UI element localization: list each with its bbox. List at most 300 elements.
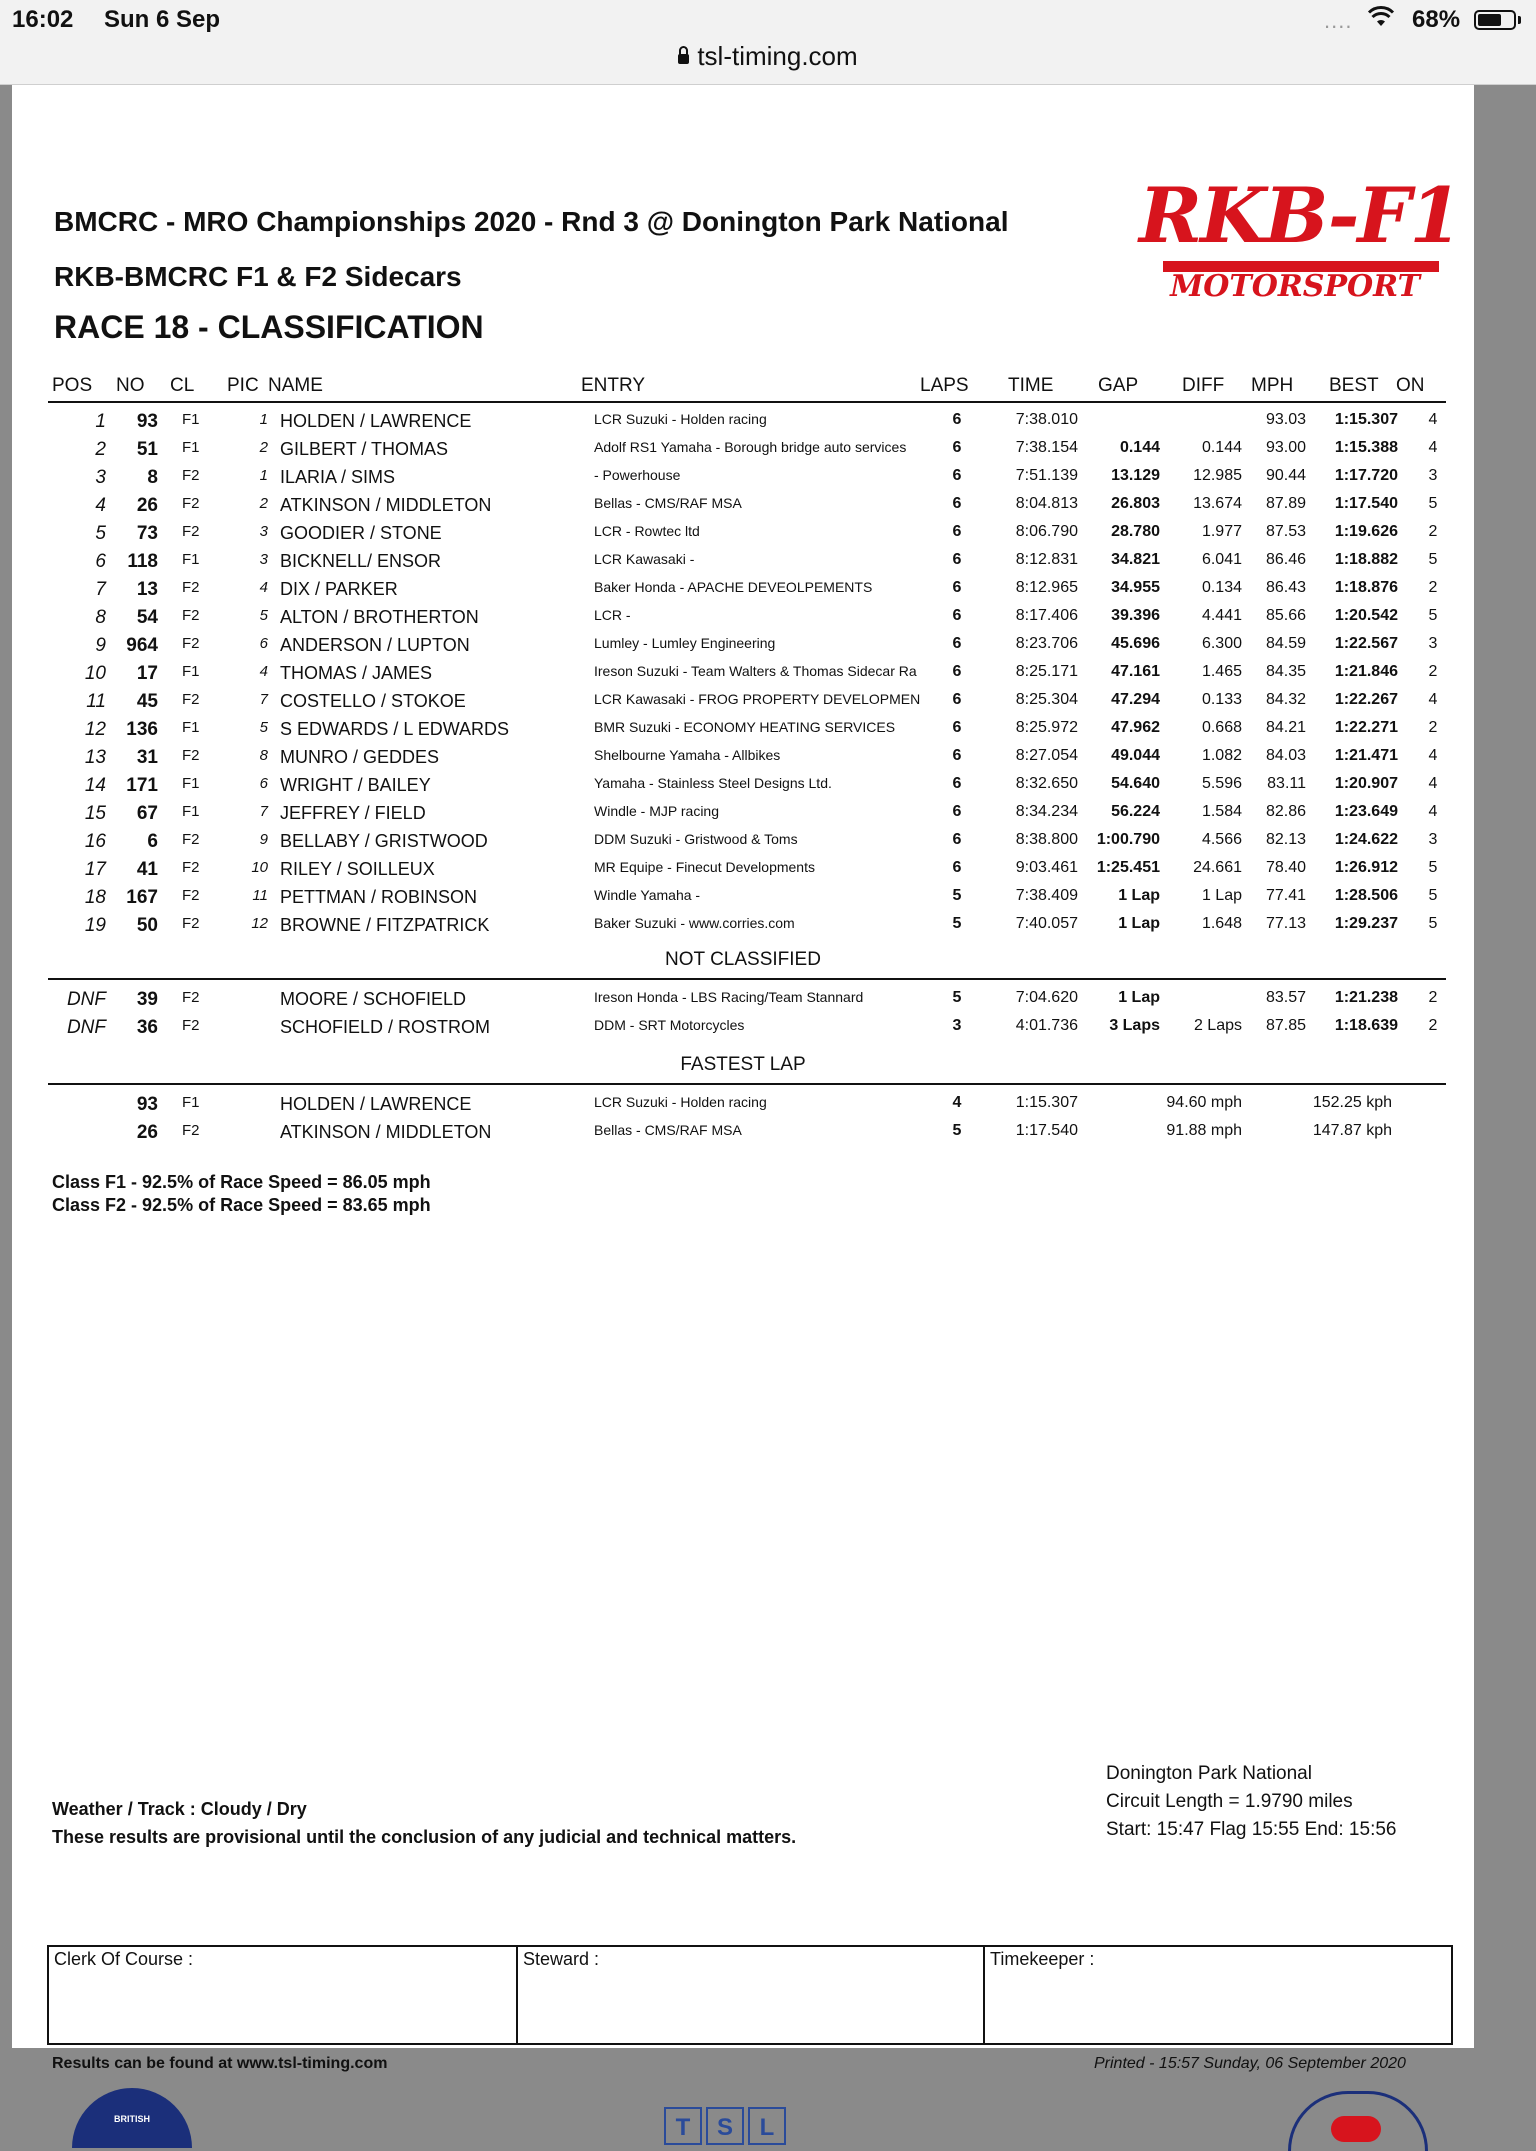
cell-entry: LCR Suzuki - Holden racing	[594, 411, 767, 427]
cell-pos: DNF	[66, 1017, 106, 1038]
cell-laps: 5	[952, 989, 962, 1006]
cell-time: 1:15.307	[1015, 1094, 1078, 1111]
cell-no: 73	[136, 523, 158, 544]
status-bar	[0, 0, 1536, 40]
cell-laps: 6	[952, 663, 962, 680]
cell-no: 26	[136, 1122, 158, 1143]
cell-mph: 83.57	[1265, 989, 1306, 1006]
cell-laps: 6	[952, 747, 962, 764]
cell-pic: 10	[251, 859, 268, 876]
cell-pos: 18	[84, 887, 106, 908]
cell-cl: F2	[182, 495, 200, 512]
cell-on: 3	[1428, 831, 1438, 848]
cell-name: BICKNELL/ ENSOR	[280, 551, 442, 571]
cell-pic: 7	[259, 691, 268, 708]
cell-name: RILEY / SOILLEUX	[280, 859, 435, 879]
cell-cl: F2	[182, 635, 200, 652]
cell-entry: Lumley - Lumley Engineering	[594, 635, 776, 651]
cell-cl: F2	[182, 691, 200, 708]
cell-gap: 34.821	[1111, 551, 1160, 568]
cell-no: 136	[126, 719, 158, 740]
cell-name: SCHOFIELD / ROSTROM	[280, 1017, 491, 1037]
col-cl: CL	[170, 375, 195, 396]
cell-name: ALTON / BROTHERTON	[280, 607, 479, 627]
tsl-letter-t: T	[664, 2107, 702, 2145]
cell-laps: 6	[952, 607, 962, 624]
cell-entry: Bellas - CMS/RAF MSA	[594, 495, 742, 511]
cell-mph: 84.35	[1265, 663, 1306, 680]
cell-cl: F2	[182, 467, 200, 484]
cell-time: 8:32.650	[1015, 775, 1078, 792]
cell-entry: Baker Honda - APACHE DEVEOLPEMENTS	[594, 579, 873, 595]
cell-no: 41	[136, 859, 158, 880]
cell-name: DIX / PARKER	[280, 579, 398, 599]
cell-cl: F2	[182, 859, 200, 876]
cell-pos: 8	[95, 607, 106, 628]
cell-on: 2	[1428, 1017, 1438, 1034]
logo-sub-text: MOTORSPORT	[1170, 269, 1420, 304]
cell-laps: 6	[952, 523, 962, 540]
cell-diff: 1 Lap	[1201, 887, 1242, 904]
cell-gap: 1:25.451	[1096, 859, 1160, 876]
cell-diff: 4.441	[1201, 607, 1242, 624]
cell-mph: 93.03	[1265, 411, 1306, 428]
cell-no: 93	[136, 411, 158, 432]
cell-entry: Ireson Honda - LBS Racing/Team Stannard	[594, 989, 864, 1005]
cell-no: 51	[136, 439, 158, 460]
cell-no: 6	[147, 831, 158, 852]
cell-diff: 0.134	[1201, 579, 1242, 596]
cell-name: S EDWARDS / L EDWARDS	[280, 719, 510, 739]
cell-laps: 6	[952, 635, 962, 652]
cell-time: 7:38.409	[1015, 887, 1078, 904]
cell-mph: 84.32	[1265, 691, 1306, 708]
cell-lap: 4	[952, 1094, 962, 1111]
cell-no: 45	[136, 691, 158, 712]
col-on: ON	[1396, 375, 1425, 396]
cell-no: 8	[147, 467, 158, 488]
status-time: 16:02	[12, 6, 74, 33]
british-federation-emblem	[72, 2088, 192, 2148]
fastest-lap-rule	[48, 1083, 1446, 1085]
cell-best: 1:21.238	[1334, 989, 1398, 1006]
col-pos: POS	[52, 375, 93, 396]
cell-on: 4	[1428, 411, 1438, 428]
cell-laps: 6	[952, 495, 962, 512]
cell-best: 1:24.622	[1334, 831, 1398, 848]
status-date: Sun 6 Sep	[104, 6, 221, 33]
cell-on: 3	[1428, 467, 1438, 484]
provisional-notice: These results are provisional until the conclusion of any judicial and technical matters.	[52, 1827, 797, 1847]
cell-diff: 6.300	[1201, 635, 1242, 652]
cell-pos: 15	[84, 803, 106, 824]
cell-diff: 2 Laps	[1193, 1017, 1242, 1034]
cell-name: COSTELLO / STOKOE	[280, 691, 466, 711]
cell-pos: 19	[84, 915, 106, 936]
cell-pic: 3	[259, 523, 268, 540]
cell-pos: 11	[86, 691, 106, 712]
cell-laps: 6	[952, 831, 962, 848]
signature-timekeeper: Timekeeper :	[983, 1947, 1451, 2043]
cell-no: 54	[136, 607, 158, 628]
cell-pos: DNF	[66, 989, 106, 1010]
cell-mph: 94.60 mph	[1166, 1094, 1242, 1111]
cell-best: 1:18.882	[1334, 551, 1398, 568]
cell-name: WRIGHT / BAILEY	[280, 775, 431, 795]
cell-cl: F1	[182, 719, 200, 736]
cell-on: 5	[1428, 495, 1438, 512]
cell-pic: 3	[259, 551, 268, 568]
browser-address-bar[interactable]	[0, 40, 1536, 85]
cell-cl: F2	[182, 607, 200, 624]
cell-cl: F1	[182, 803, 200, 820]
cell-diff: 0.133	[1201, 691, 1242, 708]
col-mph: MPH	[1251, 375, 1294, 396]
cell-entry: LCR Kawasaki -	[594, 551, 695, 567]
cell-on: 4	[1428, 439, 1438, 456]
not-classified-rule	[48, 978, 1446, 980]
cell-diff: 4.566	[1201, 831, 1242, 848]
cell-pic: 8	[259, 747, 268, 764]
header-rule	[48, 401, 1446, 403]
cell-time: 8:12.965	[1015, 579, 1078, 596]
cell-laps: 6	[952, 579, 962, 596]
class-note-f2: Class F2 - 92.5% of Race Speed = 83.65 mph	[52, 1195, 431, 1215]
cell-entry: LCR - Rowtec ltd	[594, 523, 700, 539]
cell-cl: F2	[182, 989, 200, 1006]
col-diff: DIFF	[1182, 375, 1225, 396]
cell-pos: 3	[95, 467, 106, 488]
cell-pos: 9	[95, 635, 106, 656]
cell-on: 5	[1428, 607, 1438, 624]
cell-time: 7:04.620	[1015, 989, 1078, 1006]
cell-name: ATKINSON / MIDDLETON	[280, 495, 492, 515]
signature-box	[47, 1945, 1453, 2045]
cell-laps: 6	[952, 775, 962, 792]
cell-name: HOLDEN / LAWRENCE	[280, 411, 472, 431]
event-title: BMCRC - MRO Championships 2020 - Rnd 3 @ Donington Park National	[54, 206, 1009, 237]
cell-diff: 5.596	[1201, 775, 1242, 792]
cell-diff: 24.661	[1193, 859, 1242, 876]
cell-mph: 90.44	[1265, 467, 1306, 484]
cell-mph: 84.59	[1265, 635, 1306, 652]
cell-best: 1:19.626	[1334, 523, 1398, 540]
cell-gap: 47.294	[1111, 691, 1160, 708]
cell-time: 8:27.054	[1015, 747, 1078, 764]
cell-best: 1:18.876	[1334, 579, 1398, 596]
tsl-logo	[664, 2107, 790, 2145]
organiser-emblem	[1288, 2091, 1428, 2151]
cell-diff: 1.977	[1201, 523, 1242, 540]
lock-icon	[678, 54, 689, 64]
cell-gap: 49.044	[1111, 747, 1160, 764]
circuit-name: Donington Park National	[1106, 1763, 1312, 1784]
cell-pic: 11	[252, 887, 268, 904]
cell-time: 8:04.813	[1015, 495, 1078, 512]
cell-best: 1:22.267	[1334, 691, 1398, 708]
wifi-icon	[1368, 6, 1394, 34]
cell-name: MOORE / SCHOFIELD	[280, 989, 467, 1009]
cell-entry: Windle Yamaha -	[594, 887, 701, 903]
cell-no: 39	[136, 989, 158, 1010]
cell-mph: 84.21	[1265, 719, 1306, 736]
cell-mph: 93.00	[1265, 439, 1306, 456]
cell-name: ILARIA / SIMS	[280, 467, 396, 487]
cell-pos: 16	[84, 831, 106, 852]
cell-mph: 87.89	[1265, 495, 1306, 512]
cell-entry: Baker Suzuki - www.corries.com	[594, 915, 795, 931]
cell-best: 1:21.471	[1334, 747, 1398, 764]
race-times: Start: 15:47 Flag 15:55 End: 15:56	[1106, 1819, 1397, 1840]
cell-name: BROWNE / FITZPATRICK	[280, 915, 490, 935]
cell-on: 2	[1428, 719, 1438, 736]
cell-pic: 2	[259, 439, 268, 456]
cell-no: 13	[136, 579, 158, 600]
url-text: tsl-timing.com	[697, 41, 858, 71]
signature-steward: Steward :	[516, 1947, 983, 2043]
cell-diff: 6.041	[1201, 551, 1242, 568]
cell-no: 167	[126, 887, 158, 908]
circuit-length: Circuit Length = 1.9790 miles	[1106, 1791, 1353, 1812]
cell-on: 4	[1428, 691, 1438, 708]
cell-cl: F2	[182, 523, 200, 540]
tsl-letter-s: S	[706, 2107, 744, 2145]
class-title: RKB-BMCRC F1 & F2 Sidecars	[54, 261, 462, 292]
cell-mph: 84.03	[1265, 747, 1306, 764]
cell-no: 31	[136, 747, 158, 768]
cell-gap: 1:00.790	[1096, 831, 1160, 848]
cell-entry: Bellas - CMS/RAF MSA	[594, 1122, 742, 1138]
cell-laps: 6	[952, 467, 962, 484]
tsl-letter-l: L	[748, 2107, 786, 2145]
cell-time: 8:34.234	[1015, 803, 1078, 820]
cell-mph: 82.13	[1265, 831, 1306, 848]
cell-pos: 6	[95, 551, 106, 572]
logo-main-text: RKB-F1	[1139, 171, 1461, 260]
cell-no: 36	[136, 1017, 158, 1038]
cell-no: 93	[136, 1094, 158, 1115]
cell-mph: 77.13	[1265, 915, 1306, 932]
cell-on: 5	[1428, 859, 1438, 876]
cell-entry: LCR Suzuki - Holden racing	[594, 1094, 767, 1110]
col-gap: GAP	[1098, 375, 1139, 396]
not-classified-heading: NOT CLASSIFIED	[665, 949, 821, 970]
cell-mph: 91.88 mph	[1166, 1122, 1242, 1139]
cell-pic: 7	[259, 803, 268, 820]
cell-pic: 2	[259, 495, 268, 512]
cell-time: 7:40.057	[1015, 915, 1078, 932]
cell-time: 4:01.736	[1015, 1017, 1078, 1034]
cell-pic: 1	[259, 411, 268, 428]
cell-entry: Ireson Suzuki - Team Walters & Thomas Sidecar Ra	[594, 663, 917, 679]
cell-pos: 4	[95, 495, 106, 516]
emblem-text: BRITISH	[114, 2114, 150, 2124]
cell-best: 1:29.237	[1334, 915, 1398, 932]
cell-on: 5	[1428, 915, 1438, 932]
weather-track: Weather / Track : Cloudy / Dry	[52, 1799, 307, 1819]
battery-tip	[1518, 16, 1521, 24]
results-link[interactable]: Results can be found at www.tsl-timing.com	[52, 2055, 388, 2072]
cell-on: 4	[1428, 803, 1438, 820]
cell-cl: F1	[182, 411, 200, 428]
cell-mph: 83.11	[1267, 775, 1306, 792]
cell-time: 7:38.154	[1015, 439, 1078, 456]
cell-cl: F1	[182, 775, 200, 792]
cell-diff: 12.985	[1193, 467, 1242, 484]
cell-cl: F2	[182, 831, 200, 848]
cell-pos: 13	[84, 747, 106, 768]
cell-laps: 6	[952, 719, 962, 736]
cell-name: HOLDEN / LAWRENCE	[280, 1094, 472, 1114]
cell-mph: 87.85	[1265, 1017, 1306, 1034]
col-pic: PIC	[227, 375, 259, 396]
cell-mph: 86.43	[1265, 579, 1306, 596]
cell-no: 17	[136, 663, 158, 684]
cell-diff: 0.144	[1201, 439, 1242, 456]
cell-gap: 34.955	[1111, 579, 1160, 596]
cell-pos: 14	[84, 775, 106, 796]
cell-entry: LCR -	[594, 607, 631, 623]
cell-no: 118	[127, 551, 158, 572]
cell-gap: 54.640	[1111, 775, 1160, 792]
emblem-graphic	[1331, 2116, 1381, 2142]
cell-gap: 28.780	[1111, 523, 1160, 540]
cell-time: 9:03.461	[1015, 859, 1078, 876]
cell-mph: 87.53	[1265, 523, 1306, 540]
cell-gap: 39.396	[1111, 607, 1160, 624]
cell-laps: 6	[952, 859, 962, 876]
cell-on: 4	[1428, 775, 1438, 792]
cell-cl: F2	[182, 579, 200, 596]
col-no: NO	[116, 375, 145, 396]
cell-no: 964	[126, 635, 158, 656]
cell-time: 8:25.972	[1015, 719, 1078, 736]
cell-entry: Windle - MJP racing	[594, 803, 720, 819]
cell-name: GILBERT / THOMAS	[280, 439, 449, 459]
cell-laps: 6	[952, 439, 962, 456]
battery-icon	[1474, 10, 1516, 30]
cell-best: 1:18.639	[1334, 1017, 1398, 1034]
cell-gap: 3 Laps	[1109, 1017, 1160, 1034]
cell-gap: 45.696	[1111, 635, 1160, 652]
cell-laps: 5	[952, 887, 962, 904]
cell-on: 4	[1428, 747, 1438, 764]
class-note-f1: Class F1 - 92.5% of Race Speed = 86.05 mph	[52, 1172, 431, 1192]
cell-gap: 13.129	[1111, 467, 1160, 484]
cell-time: 8:23.706	[1015, 635, 1078, 652]
cell-cl: F2	[182, 915, 200, 932]
cell-pic: 4	[259, 663, 268, 680]
cell-gap: 26.803	[1111, 495, 1160, 512]
cell-on: 5	[1428, 887, 1438, 904]
cell-best: 1:17.720	[1334, 467, 1398, 484]
cell-cl: F2	[182, 1017, 200, 1034]
cell-mph: 82.86	[1265, 803, 1306, 820]
cellular-signal-icon: ....	[1324, 8, 1353, 33]
col-name: NAME	[268, 375, 323, 396]
cell-on: 5	[1428, 551, 1438, 568]
cell-pos: 2	[95, 439, 106, 460]
cell-pos: 1	[95, 411, 106, 432]
cell-best: 1:23.649	[1334, 803, 1398, 820]
cell-gap: 47.962	[1111, 719, 1160, 736]
cell-entry: MR Equipe - Finecut Developments	[594, 859, 815, 875]
cell-on: 2	[1428, 989, 1438, 1006]
cell-entry: Adolf RS1 Yamaha - Borough bridge auto services	[594, 439, 907, 455]
cell-best: 1:15.388	[1334, 439, 1398, 456]
cell-diff: 1.648	[1201, 915, 1242, 932]
cell-pic: 1	[259, 467, 268, 484]
cell-pic: 4	[259, 579, 268, 596]
cell-time: 8:12.831	[1015, 551, 1078, 568]
cell-best: 1:20.542	[1334, 607, 1398, 624]
cell-laps: 3	[952, 1017, 962, 1034]
cell-diff: 0.668	[1201, 719, 1242, 736]
cell-pic: 9	[259, 831, 268, 848]
cell-pic: 6	[259, 775, 268, 792]
cell-name: JEFFREY / FIELD	[280, 803, 426, 823]
cell-no: 26	[136, 495, 158, 516]
cell-kph: 147.87 kph	[1312, 1122, 1392, 1139]
battery-level	[1478, 14, 1501, 26]
printed-timestamp: Printed - 15:57 Sunday, 06 September 2020	[1094, 2055, 1406, 2072]
cell-diff: 13.674	[1193, 495, 1242, 512]
cell-best: 1:21.846	[1334, 663, 1398, 680]
cell-time: 7:51.139	[1015, 467, 1078, 484]
col-time: TIME	[1008, 375, 1054, 396]
cell-cl: F1	[182, 439, 200, 456]
cell-time: 7:38.010	[1015, 411, 1078, 428]
cell-entry: Yamaha - Stainless Steel Designs Ltd.	[594, 775, 832, 791]
cell-name: THOMAS / JAMES	[280, 663, 433, 683]
cell-lap: 5	[952, 1122, 962, 1139]
cell-no: 171	[126, 775, 158, 796]
cell-laps: 6	[952, 691, 962, 708]
cell-name: MUNRO / GEDDES	[280, 747, 440, 767]
cell-gap: 1 Lap	[1118, 887, 1160, 904]
cell-pic: 5	[259, 607, 268, 624]
cell-pos: 12	[84, 719, 106, 740]
cell-best: 1:28.506	[1334, 887, 1398, 904]
cell-time: 8:25.304	[1015, 691, 1078, 708]
cell-best: 1:17.540	[1334, 495, 1398, 512]
cell-name: PETTMAN / ROBINSON	[280, 887, 478, 907]
cell-mph: 78.40	[1265, 859, 1306, 876]
col-laps: LAPS	[920, 375, 969, 396]
cell-on: 2	[1428, 579, 1438, 596]
cell-best: 1:22.271	[1334, 719, 1398, 736]
cell-diff: 1.082	[1201, 747, 1242, 764]
url-display[interactable]	[0, 40, 1536, 72]
cell-entry: DDM - SRT Motorcycles	[594, 1017, 745, 1033]
cell-diff: 1.465	[1201, 663, 1242, 680]
cell-pos: 7	[95, 579, 106, 600]
cell-cl: F1	[182, 1094, 200, 1111]
cell-pic: 6	[259, 635, 268, 652]
cell-name: GOODIER / STONE	[280, 523, 442, 543]
cell-on: 2	[1428, 663, 1438, 680]
cell-pic: 5	[259, 719, 268, 736]
cell-time: 8:17.406	[1015, 607, 1078, 624]
cell-entry: LCR Kawasaki - FROG PROPERTY DEVELOPMEN	[594, 691, 921, 707]
cell-kph: 152.25 kph	[1312, 1094, 1392, 1111]
cell-gap: 56.224	[1111, 803, 1160, 820]
cell-gap: 0.144	[1119, 439, 1160, 456]
cell-time: 8:06.790	[1015, 523, 1078, 540]
cell-no: 67	[136, 803, 158, 824]
cell-gap: 1 Lap	[1118, 915, 1160, 932]
results-document	[12, 85, 1474, 2141]
